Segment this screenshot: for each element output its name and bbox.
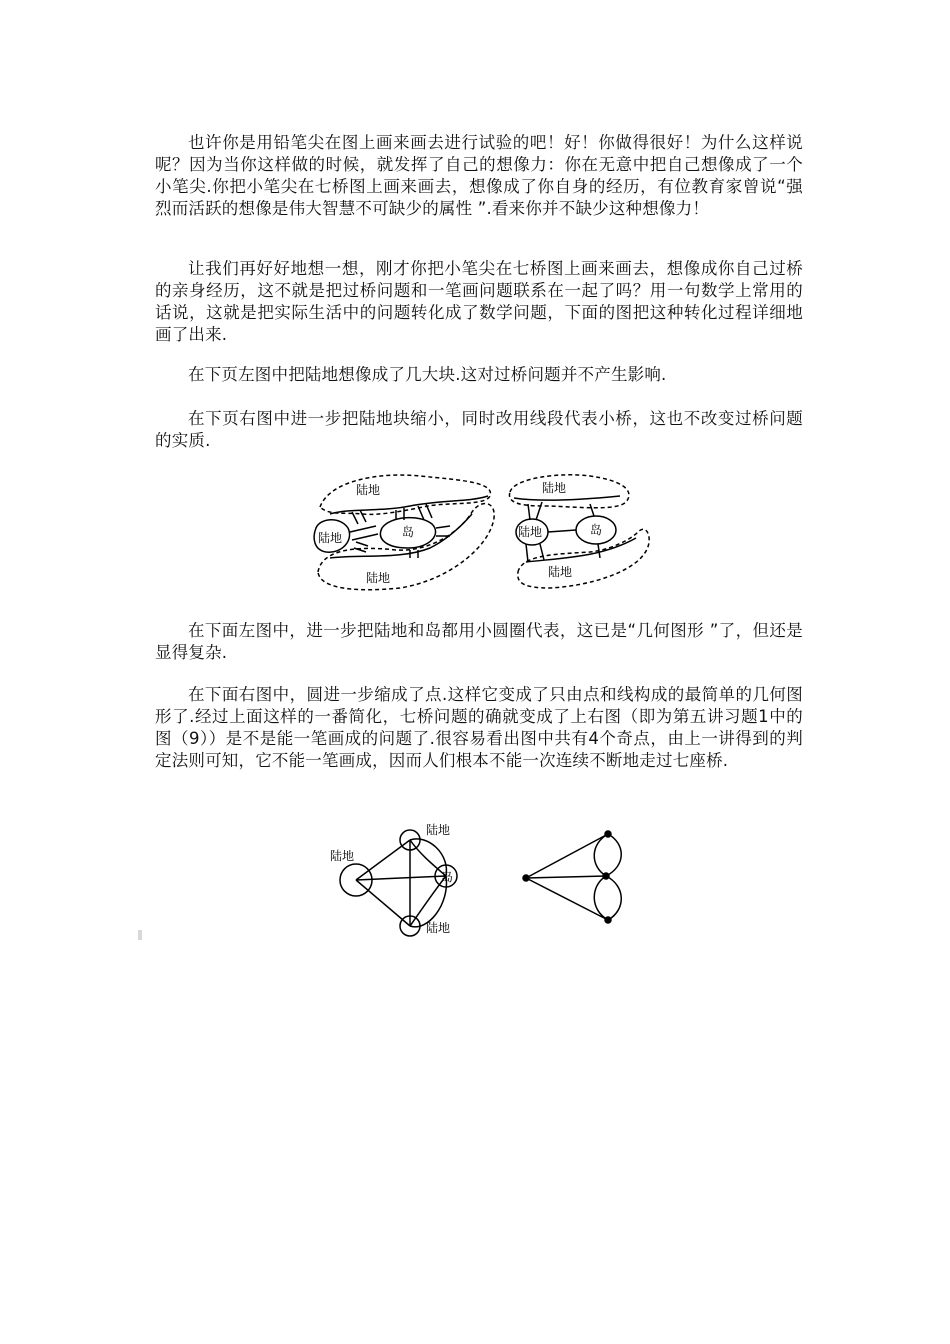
graph-label-island: 岛: [441, 870, 454, 884]
circle-graph-figure: [330, 822, 457, 936]
graph-label-land-top: 陆地: [426, 823, 451, 837]
scan-artifact: [138, 930, 142, 940]
paragraph-1: 也许你是用铅笔尖在图上画来画去进行试验的吧！好！你做得很好！为什么这样说呢？因为当你这样做的时候，就发挥了自己的想像力：你在无意中把自己想像成了一个小笔尖.你把小笔尖在七桥图上画来画去，想像成了你自身的经历，有位教育家曾说“强烈而活跃的想像是伟大智慧不可缺少的属性 ”.看来你并不缺少这种想像力！: [155, 133, 803, 218]
right-map-label-island: 岛: [590, 523, 603, 537]
paragraph-2: 让我们再好好地想一想，刚才你把小笔尖在七桥图上画来画去，想像成你自己过桥的亲身经历，这不就是把过桥问题和一笔画问题联系在一起了吗？用一句数学上常用的话说，这就是把实际生活中的问题转化成了数学问题，下面的图把这种转化过程详细地画了出来.: [155, 259, 803, 344]
graph-label-land-left: 陆地: [330, 849, 355, 863]
point-graph-figure: [523, 831, 621, 923]
right-map-label-land-left: 陆地: [518, 525, 543, 539]
graph-label-land-bottom: 陆地: [426, 921, 451, 935]
seven-bridges-graph-figure: [300, 814, 640, 942]
left-map-label-land-left: 陆地: [318, 531, 343, 545]
paragraph-6: 在下面右图中，圆进一步缩成了点.这样它变成了只由点和线构成的最简单的几何图形了.经过上面这样的一番简化，七桥问题的确就变成了上右图（即为第五讲习题1中的图（9））是不是能一笔画成的问题了.很容易看出图中共有4个奇点，由上一讲得到的判定法则可知，它不能一笔画成，因而人们根本不能一次连续不断地走过七座桥.: [155, 685, 803, 770]
right-map-figure: [509, 475, 649, 588]
right-map-label-land-bottom: 陆地: [548, 565, 573, 579]
paragraph-4: 在下页右图中进一步把陆地块缩小，同时改用线段代表小桥，这也不改变过桥问题的实质.: [155, 409, 803, 450]
left-map-label-island: 岛: [402, 525, 415, 539]
paragraph-3: 在下页左图中把陆地想像成了几大块.这对过桥问题并不产生影响.: [188, 365, 667, 384]
right-map-label-land-top: 陆地: [542, 481, 567, 495]
seven-bridges-map-figure: [300, 462, 650, 596]
left-map-figure: [314, 475, 494, 590]
paragraph-5: 在下面左图中，进一步把陆地和岛都用小圆圈代表，这已是“几何图形 ”了，但还是显得复杂.: [155, 621, 803, 662]
left-map-label-land-bottom: 陆地: [366, 571, 391, 585]
left-map-label-land-top: 陆地: [356, 483, 381, 497]
